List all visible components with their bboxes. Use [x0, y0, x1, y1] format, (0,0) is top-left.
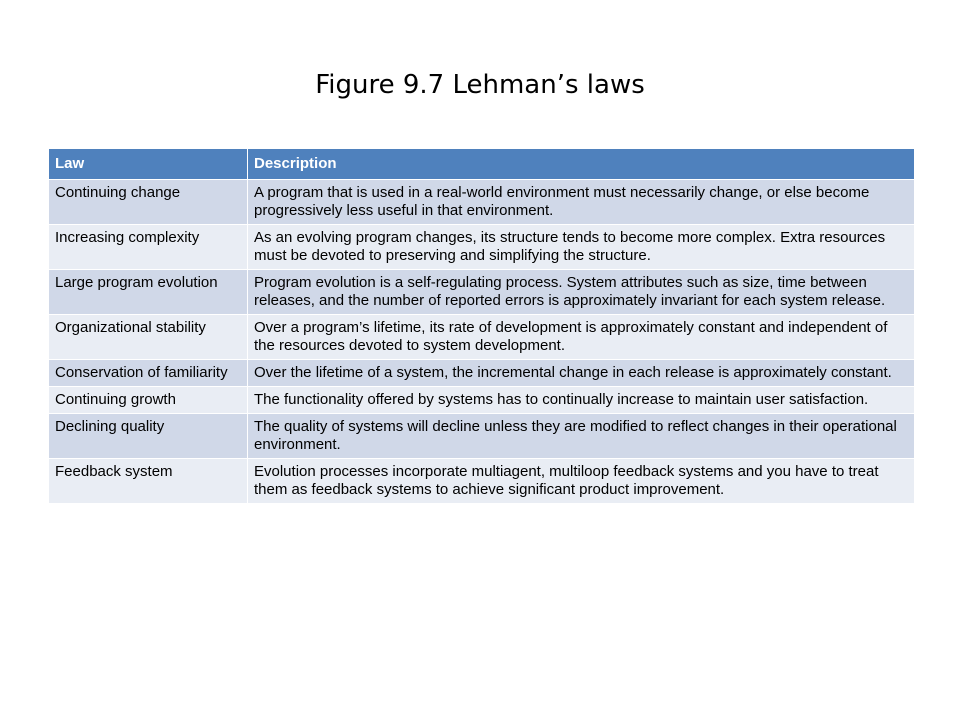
- slide-title: Figure 9.7 Lehman’s laws: [315, 70, 645, 100]
- law-cell: Declining quality: [49, 414, 248, 459]
- table-row: [49, 459, 915, 504]
- law-cell: Conservation of familiarity: [49, 360, 248, 387]
- header-description: Description: [248, 149, 915, 180]
- table-header-row: [49, 149, 915, 180]
- table-row: [49, 360, 915, 387]
- description-cell: Over a program’s lifetime, its rate of development is approximately constant and independent of the resources devoted to system development.: [248, 315, 915, 360]
- description-cell: The quality of systems will decline unless they are modified to reflect changes in their operational environment.: [248, 414, 915, 459]
- header-law: Law: [49, 149, 248, 180]
- law-cell: Organizational stability: [49, 315, 248, 360]
- law-cell: Large program evolution: [49, 270, 248, 315]
- description-cell: A program that is used in a real-world environment must necessarily change, or else become progressively less useful in that environment.: [248, 180, 915, 225]
- table-row: [49, 225, 915, 270]
- table-row: [49, 180, 915, 225]
- table-row: [49, 315, 915, 360]
- table-row: [49, 414, 915, 459]
- table-row: [49, 270, 915, 315]
- description-cell: Evolution processes incorporate multiagent, multiloop feedback systems and you have to treat them as feedback systems to achieve significant product improvement.: [248, 459, 915, 504]
- description-cell: The functionality offered by systems has to continually increase to maintain user satisfaction.: [248, 387, 915, 414]
- description-cell: Over the lifetime of a system, the incremental change in each release is approximately constant.: [248, 360, 915, 387]
- description-cell: Program evolution is a self-regulating process. System attributes such as size, time between releases, and the number of reported errors is approximately invariant for each system release.: [248, 270, 915, 315]
- law-cell: Continuing change: [49, 180, 248, 225]
- law-cell: Feedback system: [49, 459, 248, 504]
- law-cell: Increasing complexity: [49, 225, 248, 270]
- law-cell: Continuing growth: [49, 387, 248, 414]
- lehman-laws-table: [48, 148, 915, 504]
- table-row: [49, 387, 915, 414]
- description-cell: As an evolving program changes, its structure tends to become more complex. Extra resources must be devoted to preserving and simplifying the structure.: [248, 225, 915, 270]
